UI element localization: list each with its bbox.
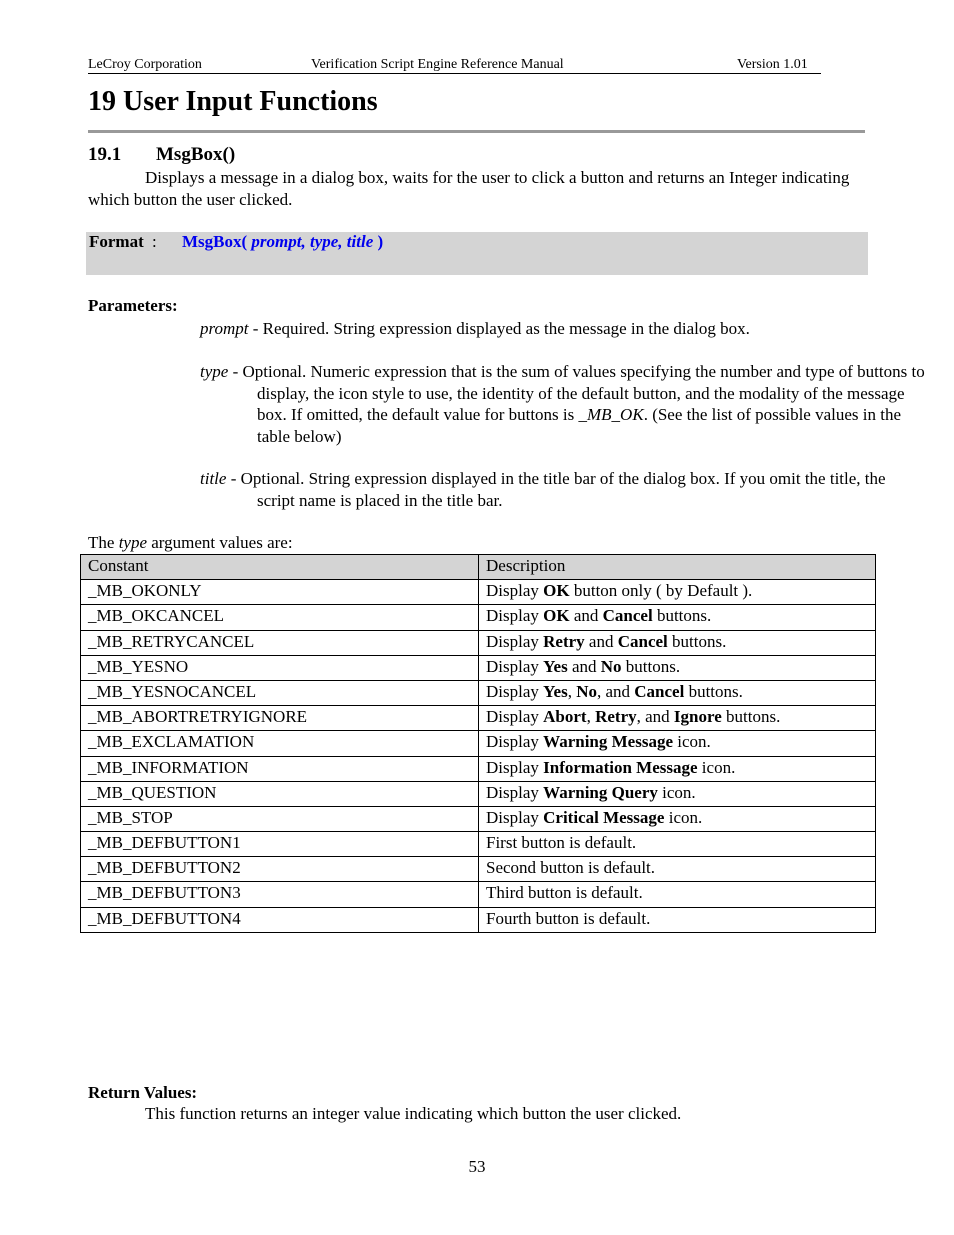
table-row [81,706,876,731]
param-text: - Optional. String expression displayed in the title bar of the dialog box. If you omit the title, the script name is placed in the title bar. [226,469,886,510]
constant-cell: _MB_ABORTRETRYIGNORE [81,706,479,731]
page-number: 53 [468,1157,486,1176]
table-row [81,630,876,655]
description-cell [479,655,876,680]
description-cell [479,907,876,932]
description-text: Display [486,807,544,827]
param-text: - Required. String expression displayed as the message in the dialog box. [248,319,750,338]
table-header-row [81,555,876,580]
section-title: MsgBox() [156,144,236,165]
description-keyword: Warning Message [543,732,673,752]
table-row [81,655,876,680]
description-keyword: Yes [543,681,568,701]
description-keyword: Warning Query [543,782,658,802]
description-text: Display [486,581,544,601]
param-text-after: . (See the list of possible values in the table below) [257,405,902,446]
constant-cell: _MB_QUESTION [81,781,479,806]
description-keyword: Cancel [634,681,685,701]
description-keyword: Information Message [543,757,698,777]
table-row [81,882,876,907]
param-prompt [200,318,927,340]
constant-cell: _MB_DEFBUTTON3 [81,882,479,907]
param-type [200,361,927,447]
description-text: Display [486,631,544,651]
description-keyword: Critical Message [543,807,665,827]
description-text: Display [486,681,544,701]
constant-cell: _MB_STOP [81,806,479,831]
description-text: , [586,707,596,727]
table-intro-word: type [118,533,148,552]
description-cell [479,832,876,857]
param-name: title [200,469,227,488]
section-number: 19.1 [88,144,122,165]
header-company: LeCroy Corporation [88,57,202,72]
description-text: , and [636,707,674,727]
description-keyword: Cancel [602,606,653,626]
description-text: buttons. [667,631,727,651]
table-row [81,832,876,857]
description-text: icon. [657,782,696,802]
description-text: buttons. [684,681,743,701]
description-keyword: Cancel [617,631,668,651]
description-text: and [567,656,601,676]
description-text: Display [486,707,544,727]
format-args: prompt, type, title [251,232,374,251]
constant-cell: _MB_OKCANCEL [81,605,479,630]
table-row [81,680,876,705]
description-keyword: Ignore [673,707,722,727]
description-text: First button is default. [486,833,637,853]
section-heading [88,144,235,166]
constant-cell: _MB_EXCLAMATION [81,731,479,756]
description-text: Display [486,656,544,676]
table-row [81,781,876,806]
description-keyword: Abort [543,707,587,727]
param-name: type [200,362,229,381]
description-text: Second button is default. [486,858,656,878]
constant-cell: _MB_DEFBUTTON1 [81,832,479,857]
table-row [81,756,876,781]
description-cell [479,756,876,781]
param-text: - Optional. Numeric expression that is the sum of values specifying the number and type of buttons to display, the icon style to use, the identity of the default button, and the modality of the message box. If omitted, the default value for buttons is [228,362,925,424]
header-version: Version 1.01 [737,57,808,72]
description-text: buttons. [621,656,681,676]
format-colon: : [152,232,157,251]
constant-cell: _MB_DEFBUTTON4 [81,907,479,932]
constant-cell: _MB_YESNOCANCEL [81,680,479,705]
type-values-table [80,554,876,933]
description-text: , [567,681,577,701]
description-text: buttons. [721,707,781,727]
description-cell [479,680,876,705]
constant-cell: _MB_YESNO [81,655,479,680]
return-values-text: This function returns an integer value indicating which button the user clicked. [145,1104,682,1123]
description-keyword: OK [543,606,570,626]
description-keyword: Retry [595,707,637,727]
description-text: icon. [664,807,703,827]
description-cell [479,806,876,831]
description-cell [479,882,876,907]
description-text: button only ( by Default ). [569,581,753,601]
description-text: icon. [673,732,711,752]
chapter-title: 19 User Input Functions [88,86,378,117]
description-text: buttons. [652,606,712,626]
description-keyword: Retry [543,631,585,651]
description-keyword: OK [543,581,570,601]
format-signature [182,232,383,252]
table-row [81,857,876,882]
format-label: Format [89,232,144,251]
parameters-heading: Parameters: [88,296,178,315]
table-intro [88,533,293,553]
description-text: Display [486,757,544,777]
header-divider [88,73,821,74]
description-text: Fourth button is default. [486,908,651,928]
table-row [81,580,876,605]
description-text: icon. [697,757,736,777]
description-text: and [569,606,603,626]
constant-cell: _MB_DEFBUTTON2 [81,857,479,882]
description-cell [479,857,876,882]
column-header-description: Description [479,555,876,580]
description-text: Display [486,606,544,626]
description-text: Display [486,782,544,802]
description-keyword: No [600,656,622,676]
table-row [81,731,876,756]
table-intro-after: argument values are: [147,533,293,552]
description-cell [479,706,876,731]
chapter-rule [88,130,865,133]
description-keyword: Yes [543,656,568,676]
constant-cell: _MB_OKONLY [81,580,479,605]
description-cell [479,580,876,605]
description-text: Third button is default. [486,883,643,903]
function-description: Displays a message in a dialog box, waits for the user to click a button and returns an Integer indicating which button the user clicked. [88,168,850,209]
description-keyword: No [576,681,597,701]
param-name: prompt [200,319,249,338]
table-intro-before: The [88,533,119,552]
description-cell [479,731,876,756]
param-title [200,468,927,511]
constant-cell: _MB_INFORMATION [81,756,479,781]
description-text: Display [486,732,544,752]
param-default: _MB_OK [578,405,644,424]
return-values-heading: Return Values: [88,1083,198,1102]
description-text: and [584,631,618,651]
table-row [81,806,876,831]
format-box [86,232,868,275]
description-text: , and [596,681,635,701]
constant-cell: _MB_RETRYCANCEL [81,630,479,655]
table-row [81,907,876,932]
description-cell [479,781,876,806]
table-row [81,605,876,630]
description-cell [479,630,876,655]
column-header-constant: Constant [81,555,479,580]
description-cell [479,605,876,630]
format-close: ) [377,232,384,251]
header-manual-title: Verification Script Engine Reference Manual [311,57,564,72]
format-func: MsgBox( [182,232,248,251]
